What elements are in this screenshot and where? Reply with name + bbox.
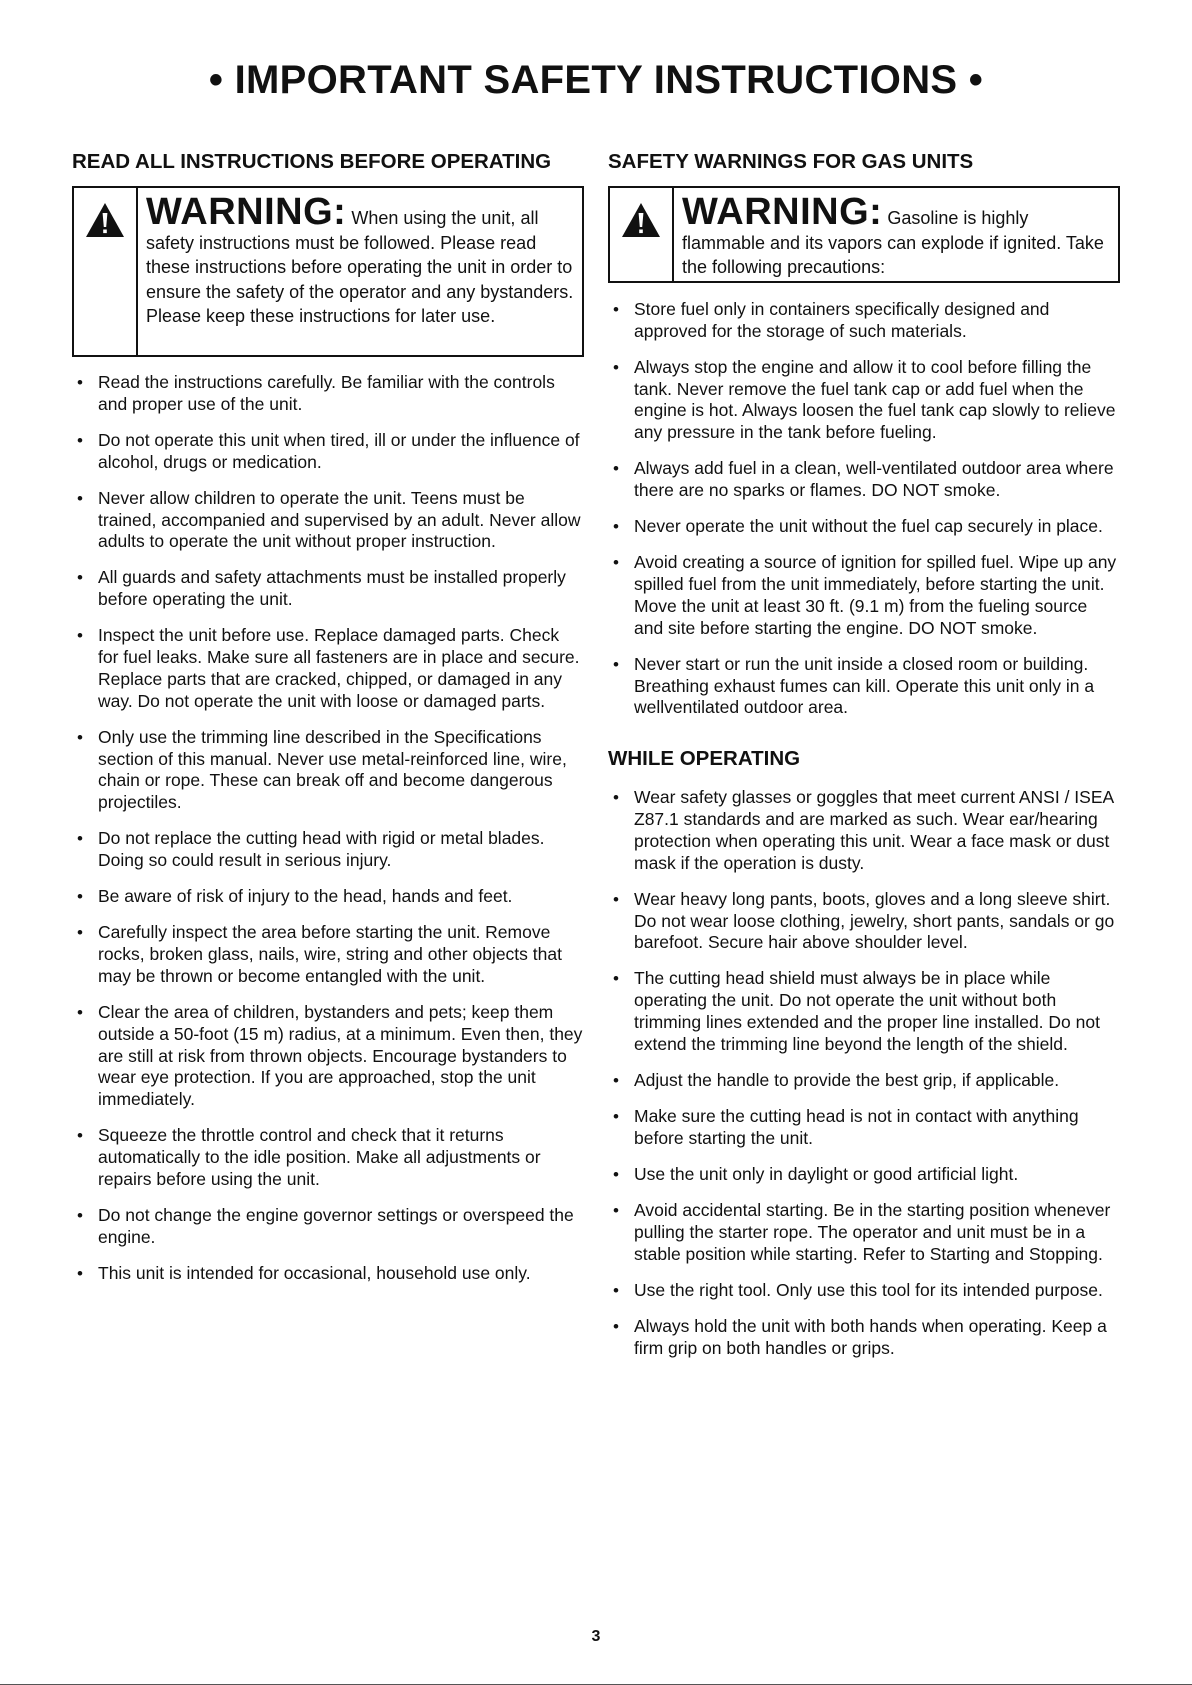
left-column (72, 150, 584, 1299)
list-item: • Wear safety glasses or goggles that meet current ANSI / ISEA Z87.1 standards and are marked as such. Wear ear/hearing protection when operating this unit. Wear a face mask or dust mask if the operation is dusty. (608, 787, 1120, 874)
right-section-heading: SAFETY WARNINGS FOR GAS UNITS (608, 150, 974, 173)
list-item: • Carefully inspect the area before starting the unit. Remove rocks, broken glass, nails, wire, string and other objects that may be thrown or become entangled with the unit. (72, 922, 584, 987)
list-item: • All guards and safety attachments must be installed properly before operating the unit. (72, 567, 584, 611)
list-item: • Never allow children to operate the unit. Teens must be trained, accompanied and supervised by an adult. Never allow adults to operate the unit without proper instruction. (72, 488, 584, 553)
right-warning-icon-cell (610, 188, 674, 281)
list-item: • Never start or run the unit inside a closed room or building. Breathing exhaust fumes can kill. Operate this unit only in a wellventilated outdoor area. (608, 654, 1120, 719)
list-item: • Read the instructions carefully. Be familiar with the controls and proper use of the unit. (72, 372, 584, 416)
list-item: • Use the right tool. Only use this tool for its intended purpose. (608, 1280, 1120, 1302)
list-item: • Never operate the unit without the fuel cap securely in place. (608, 516, 1120, 538)
list-item: • Only use the trimming line described in the Specifications section of this manual. Never use metal-reinforced line, wire, chain or rope. These can break off and become dangerous projectiles. (72, 727, 584, 814)
list-item: • Avoid creating a source of ignition for spilled fuel. Wipe up any spilled fuel from the unit immediately, before starting the unit. Move the unit at least 30 ft. (9.1 m) from the fueling source and site before starting the engine. DO NOT smoke. (608, 552, 1120, 639)
left-warning-box (72, 186, 584, 357)
while-operating-heading: WHILE OPERATING (608, 747, 801, 771)
list-item: • Inspect the unit before use. Replace damaged parts. Check for fuel leaks. Make sure all fasteners are in place and secure. Replace parts that are cracked, chipped, or damaged in any way. Do not operate the unit with loose or damaged parts. (72, 625, 584, 712)
warning-triangle-icon (621, 202, 661, 238)
left-warning-icon-cell (74, 188, 138, 355)
page-title: • IMPORTANT SAFETY INSTRUCTIONS • (208, 58, 984, 102)
list-item: • Avoid accidental starting. Be in the starting position whenever pulling the starter rope. The operator and unit must be in a stable position while starting. Refer to Starting and Stopping. (608, 1200, 1120, 1265)
warning-triangle-icon (85, 202, 125, 238)
list-item: • Use the unit only in daylight or good artificial light. (608, 1164, 1120, 1186)
list-item: • Do not change the engine governor settings or overspeed the engine. (72, 1205, 584, 1249)
list-item: • Do not operate this unit when tired, ill or under the influence of alcohol, drugs or medication. (72, 430, 584, 474)
list-item: • Always hold the unit with both hands when operating. Keep a firm grip on both handles or grips. (608, 1316, 1120, 1360)
right-warning-word: WARNING: (682, 191, 883, 233)
list-item: • Always add fuel in a clean, well-ventilated outdoor area where there are no sparks or flames. DO NOT smoke. (608, 458, 1120, 502)
left-warning-rest: all safety instructions must be followed. Please read these instructions before operating the unit in order to ensure the safety of the operator and any bystanders. Please keep these instructions for later use. (146, 208, 574, 326)
page-number: 3 (591, 1628, 601, 1645)
list-item: • Be aware of risk of injury to the head, hands and feet. (72, 886, 584, 908)
list-item: • Make sure the cutting head is not in contact with anything before starting the unit. (608, 1106, 1120, 1150)
list-item: • Do not replace the cutting head with rigid or metal blades. Doing so could result in serious injury. (72, 828, 584, 872)
list-item: • This unit is intended for occasional, household use only. (72, 1263, 584, 1285)
list-item: • Wear heavy long pants, boots, gloves and a long sleeve shirt. Do not wear loose clothing, jewelry, short pants, sandals or go barefoot. Secure hair above shoulder level. (608, 889, 1120, 954)
list-item: • Store fuel only in containers specifically designed and approved for the storage of such materials. (608, 299, 1120, 343)
right-bullet-list (608, 299, 1120, 719)
list-item: • The cutting head shield must always be in place while operating the unit. Do not operate the unit without both trimming lines extended and the proper line installed. Do not extend the trimming line beyond the length of the shield. (608, 968, 1120, 1055)
right-warning-first: Gasoline is highly (887, 208, 1029, 228)
list-item: • Always stop the engine and allow it to cool before filling the tank. Never remove the fuel tank cap or add fuel when the engine is hot. Always loosen the fuel tank cap slowly to relieve any pressure in the tank before fueling. (608, 357, 1120, 444)
right-warning-box (608, 186, 1120, 283)
list-item: • Squeeze the throttle control and check that it returns automatically to the idle position. Make all adjustments or repairs before using the unit. (72, 1125, 584, 1190)
left-bullet-list (72, 372, 584, 1285)
right-warning-rest: flammable and its vapors can explode if ignited. Take the following precautions: (682, 232, 1104, 277)
right-warning-text (674, 188, 1118, 281)
left-warning-word: WARNING: (146, 191, 347, 233)
list-item: • Clear the area of children, bystanders and pets; keep them outside a 50-foot (15 m) radius, at a minimum. Even then, they are still at risk from thrown objects. Encourage bystanders to wear eye protection. If you are approached, stop the unit immediately. (72, 1002, 584, 1111)
list-item: • Adjust the handle to provide the best grip, if applicable. (608, 1070, 1120, 1092)
operating-bullet-list (608, 787, 1120, 1359)
left-warning-first: When using the unit, (351, 208, 516, 228)
left-section-heading: READ ALL INSTRUCTIONS BEFORE OPERATING (72, 150, 552, 173)
right-column (608, 150, 1120, 1374)
left-warning-text (138, 188, 582, 355)
